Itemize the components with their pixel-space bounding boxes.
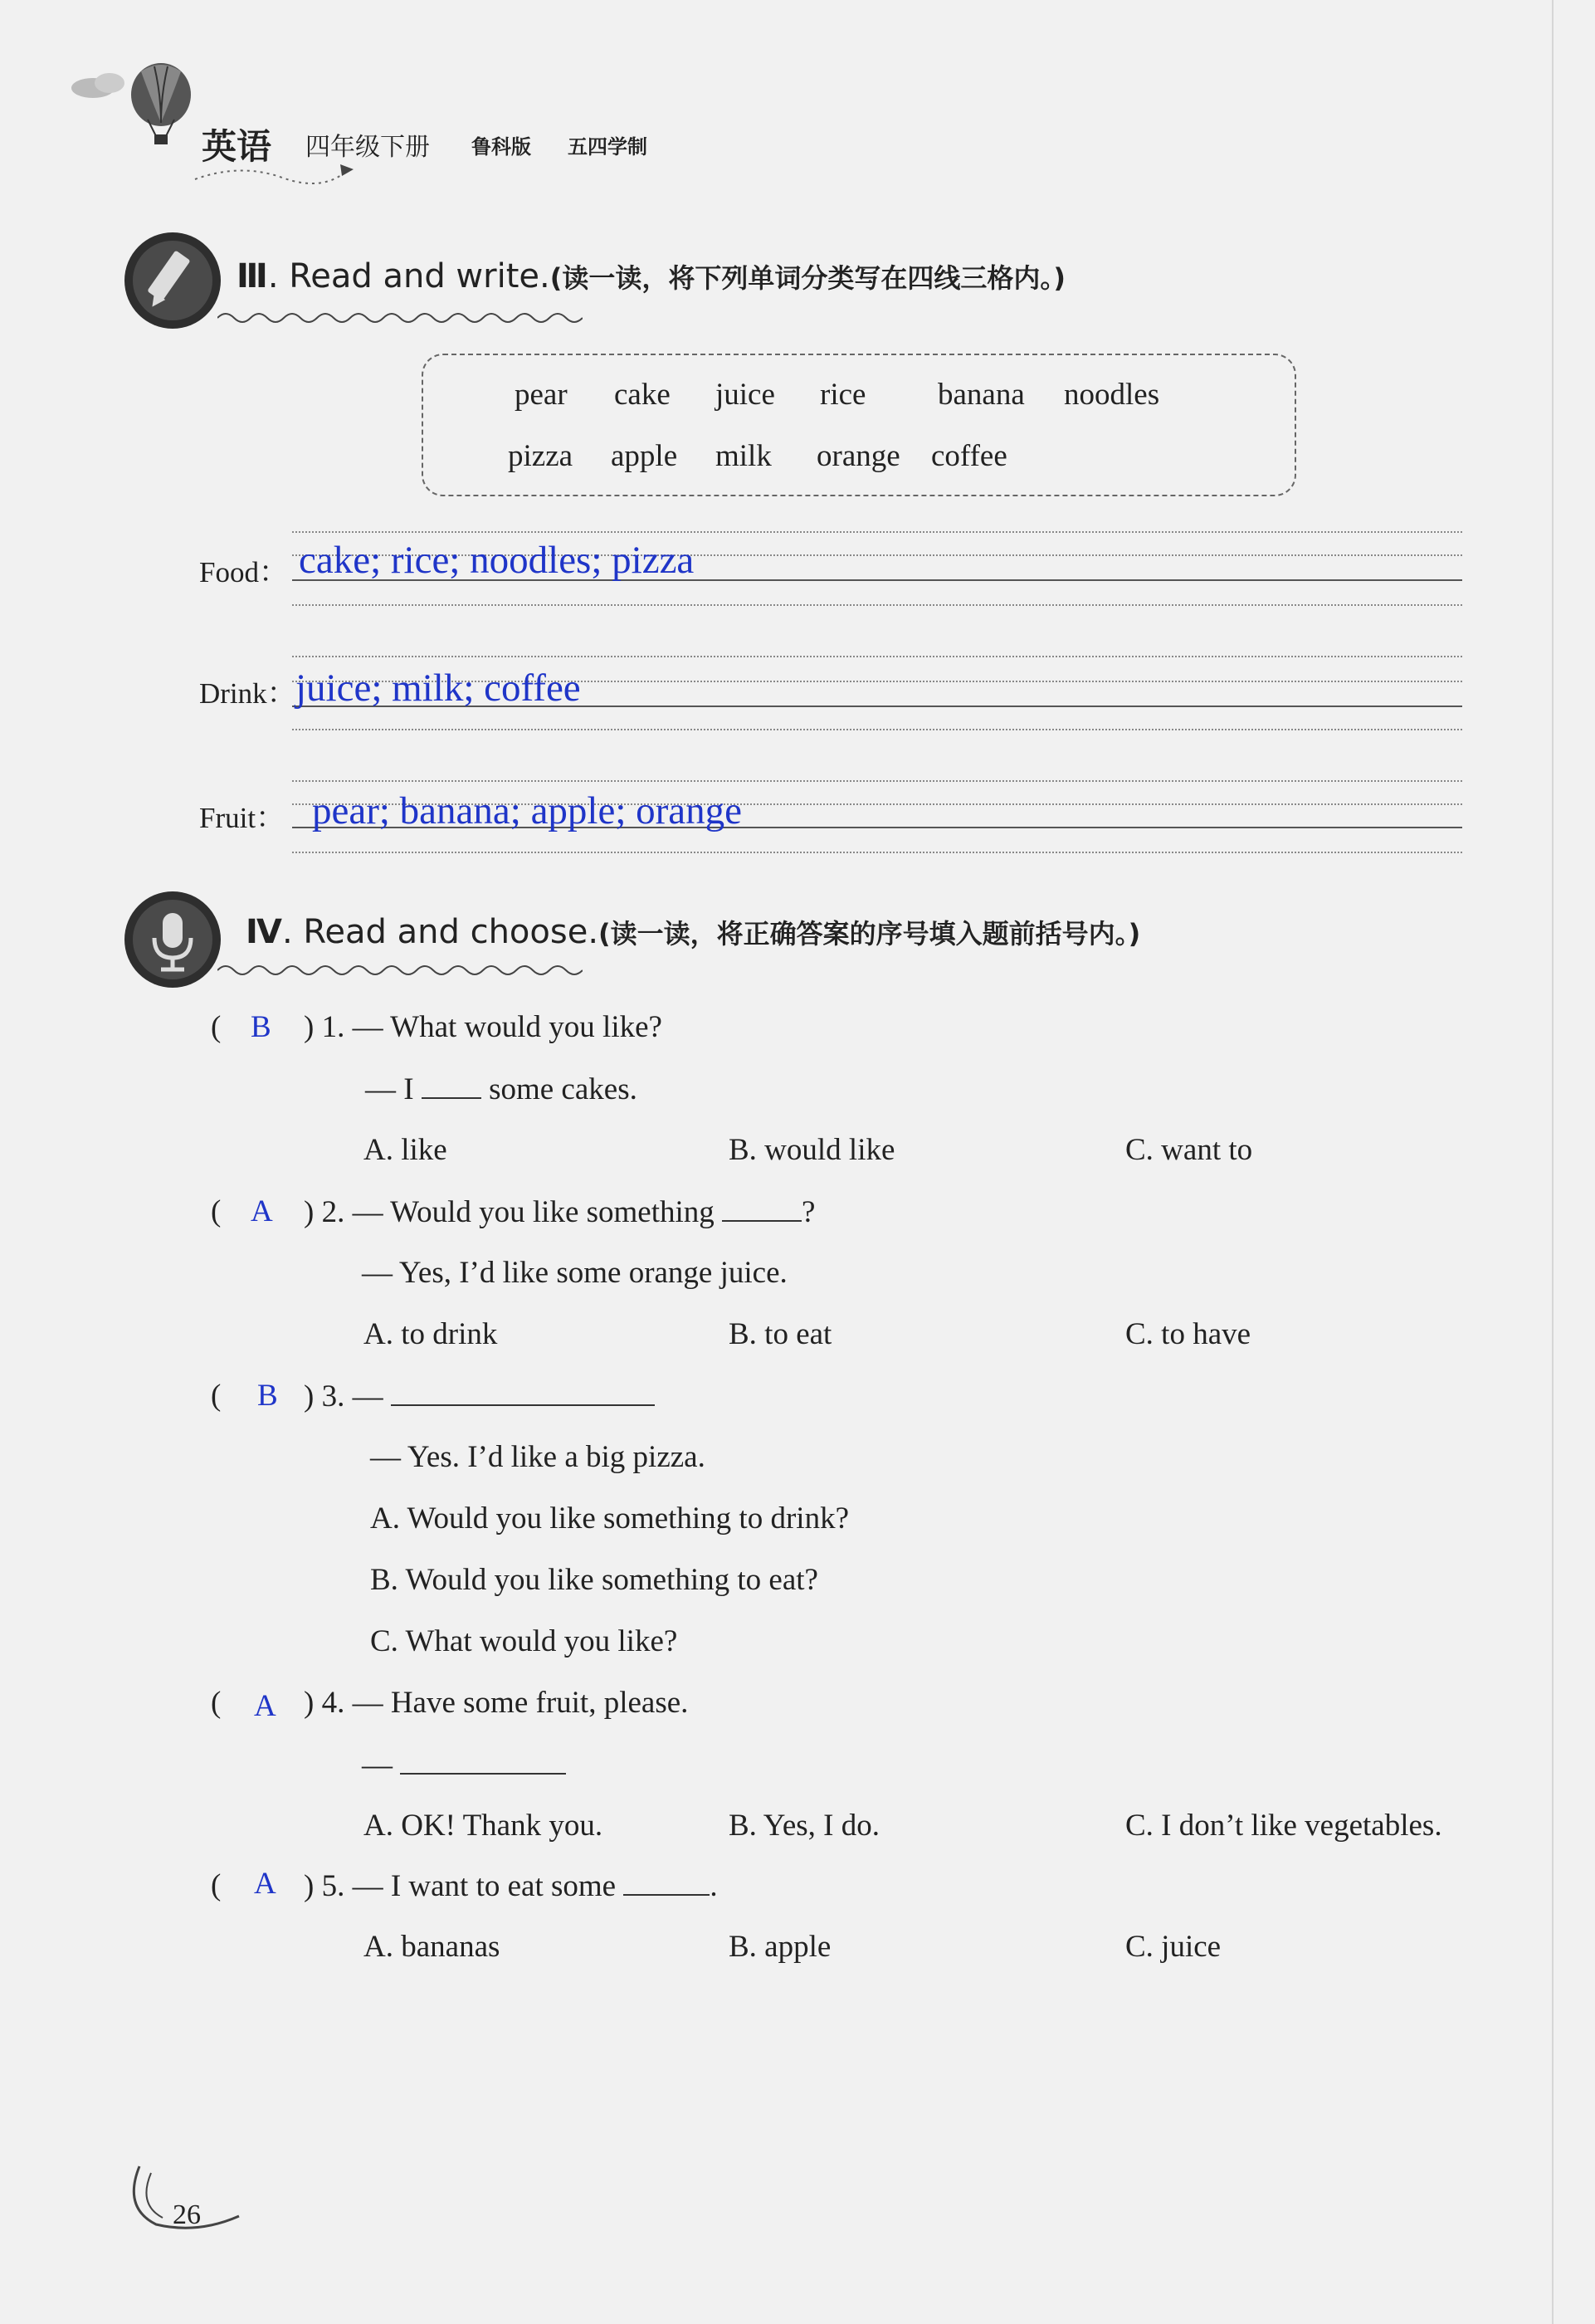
question-1-text: ) 1. — What would you like? bbox=[304, 1010, 662, 1044]
question-5-line1-post: . bbox=[710, 1869, 718, 1903]
section-3-title bbox=[237, 257, 1066, 295]
word-item: noodles bbox=[1064, 378, 1160, 412]
option-a: A. bananas bbox=[363, 1930, 500, 1964]
option-c: C. What would you like? bbox=[370, 1624, 678, 1658]
question-number: 2. bbox=[321, 1195, 345, 1229]
word-item: rice bbox=[820, 378, 866, 412]
answer-blank bbox=[422, 1071, 481, 1099]
answer-paren-open: ( bbox=[211, 1194, 222, 1228]
word-item: pizza bbox=[508, 439, 573, 473]
food-answer: cake; rice; noodles; pizza bbox=[299, 539, 695, 582]
answer-blank bbox=[623, 1868, 710, 1896]
dotted-trail-icon bbox=[191, 163, 357, 188]
question-2-answer: A bbox=[251, 1194, 273, 1228]
word-item: cake bbox=[614, 378, 671, 412]
question-4-line1: — Have some fruit, please. bbox=[352, 1686, 689, 1720]
question-2-line2: — Yes, I’d like some orange juice. bbox=[362, 1256, 788, 1290]
word-item: orange bbox=[817, 439, 900, 473]
page-number: 26 bbox=[173, 2200, 201, 2230]
option-b: B. apple bbox=[729, 1930, 832, 1964]
wavy-underline bbox=[217, 309, 583, 327]
option-c: C. I don’t like vegetables. bbox=[1125, 1809, 1442, 1843]
question-2-line1-pre: — Would you like something bbox=[352, 1195, 715, 1229]
question-2-line1-post: ? bbox=[802, 1195, 816, 1229]
question-5-answer: A bbox=[254, 1867, 276, 1901]
writing-line bbox=[292, 780, 1462, 782]
answer-paren-open: ( bbox=[211, 1379, 222, 1413]
answer-paren-open: ( bbox=[211, 1010, 222, 1044]
question-2-text: ) 2. — Would you like something ? bbox=[304, 1195, 816, 1229]
question-number: 1. bbox=[321, 1010, 345, 1044]
question-number: 4. bbox=[321, 1686, 345, 1720]
word-item: milk bbox=[715, 439, 772, 473]
wavy-underline bbox=[217, 961, 583, 979]
question-3-line1-pre: — bbox=[352, 1379, 383, 1413]
option-b: B. Yes, I do. bbox=[729, 1809, 880, 1843]
writing-line bbox=[292, 531, 1462, 533]
option-c: C. juice bbox=[1125, 1930, 1222, 1964]
answer-blank bbox=[722, 1194, 802, 1222]
fruit-answer: pear; banana; apple; orange bbox=[312, 789, 743, 832]
answer-paren-open: ( bbox=[211, 1686, 222, 1720]
section-3-title-text: . Read and write. bbox=[267, 257, 550, 295]
word-item: banana bbox=[938, 378, 1025, 412]
option-b: B. to eat bbox=[729, 1317, 832, 1351]
option-a: A. like bbox=[363, 1133, 447, 1167]
header-grade: 四年级下册 bbox=[305, 133, 430, 162]
section-3-instruction: (读一读，将下列单词分类写在四线三格内。) bbox=[549, 262, 1066, 294]
question-3-answer: B bbox=[257, 1379, 278, 1413]
writing-line bbox=[292, 852, 1462, 853]
option-b: B. would like bbox=[729, 1133, 895, 1167]
word-bank-box bbox=[422, 354, 1296, 496]
pencil-section-icon bbox=[123, 231, 222, 330]
section-4-title bbox=[246, 913, 1140, 951]
writing-line bbox=[292, 729, 1462, 730]
option-b: B. Would you like something to eat? bbox=[370, 1563, 818, 1597]
question-1-answer: B bbox=[251, 1010, 271, 1044]
question-3-line2: — Yes. I’d like a big pizza. bbox=[370, 1440, 705, 1474]
word-item: juice bbox=[715, 378, 775, 412]
question-5-line1-pre: — I want to eat some bbox=[352, 1869, 617, 1903]
answer-blank bbox=[400, 1746, 566, 1775]
answer-paren-open: ( bbox=[211, 1868, 222, 1902]
fruit-label: Fruit： bbox=[199, 802, 285, 834]
question-4-text: ) 4. — Have some fruit, please. bbox=[304, 1686, 689, 1720]
microphone-section-icon bbox=[123, 890, 222, 989]
question-4-line2 bbox=[362, 1746, 566, 1783]
section-4-roman: Ⅳ bbox=[246, 913, 282, 951]
section-4-title-text: . Read and choose. bbox=[281, 913, 599, 951]
drink-label: Drink： bbox=[199, 677, 296, 710]
question-5-text: ) 5. — I want to eat some . bbox=[304, 1869, 718, 1903]
option-a: A. to drink bbox=[363, 1317, 498, 1351]
answer-blank bbox=[391, 1378, 655, 1406]
option-c: C. want to bbox=[1125, 1133, 1253, 1167]
header-system: 五四学制 bbox=[568, 134, 647, 159]
cloud-icon bbox=[68, 68, 134, 101]
header-edition: 鲁科版 bbox=[471, 134, 531, 159]
section-3-roman: Ⅲ bbox=[237, 257, 268, 295]
question-1-line2 bbox=[365, 1071, 637, 1107]
question-number: 5. bbox=[321, 1869, 345, 1903]
option-a: A. OK! Thank you. bbox=[363, 1809, 603, 1843]
option-c: C. to have bbox=[1125, 1317, 1251, 1351]
writing-line bbox=[292, 656, 1462, 657]
writing-line bbox=[292, 604, 1462, 606]
question-4-line2-pre: — bbox=[362, 1748, 393, 1782]
question-1-line1: — What would you like? bbox=[352, 1010, 662, 1044]
option-a: A. Would you like something to drink? bbox=[370, 1501, 849, 1536]
section-4-instruction: (读一读，将正确答案的序号填入题前括号内。) bbox=[598, 918, 1141, 950]
question-number: 3. bbox=[321, 1379, 345, 1413]
question-3-text: ) 3. — bbox=[304, 1378, 655, 1414]
question-1-line2-post: some cakes. bbox=[489, 1072, 637, 1106]
header-subject: 英语 bbox=[202, 126, 272, 167]
word-item: coffee bbox=[931, 439, 1007, 473]
word-item: pear bbox=[515, 378, 568, 412]
food-label: Food： bbox=[199, 556, 288, 588]
word-item: apple bbox=[611, 439, 678, 473]
question-4-answer: A bbox=[254, 1689, 276, 1723]
drink-answer: juice; milk; coffee bbox=[295, 666, 581, 710]
question-1-line2-pre: — I bbox=[365, 1072, 414, 1106]
